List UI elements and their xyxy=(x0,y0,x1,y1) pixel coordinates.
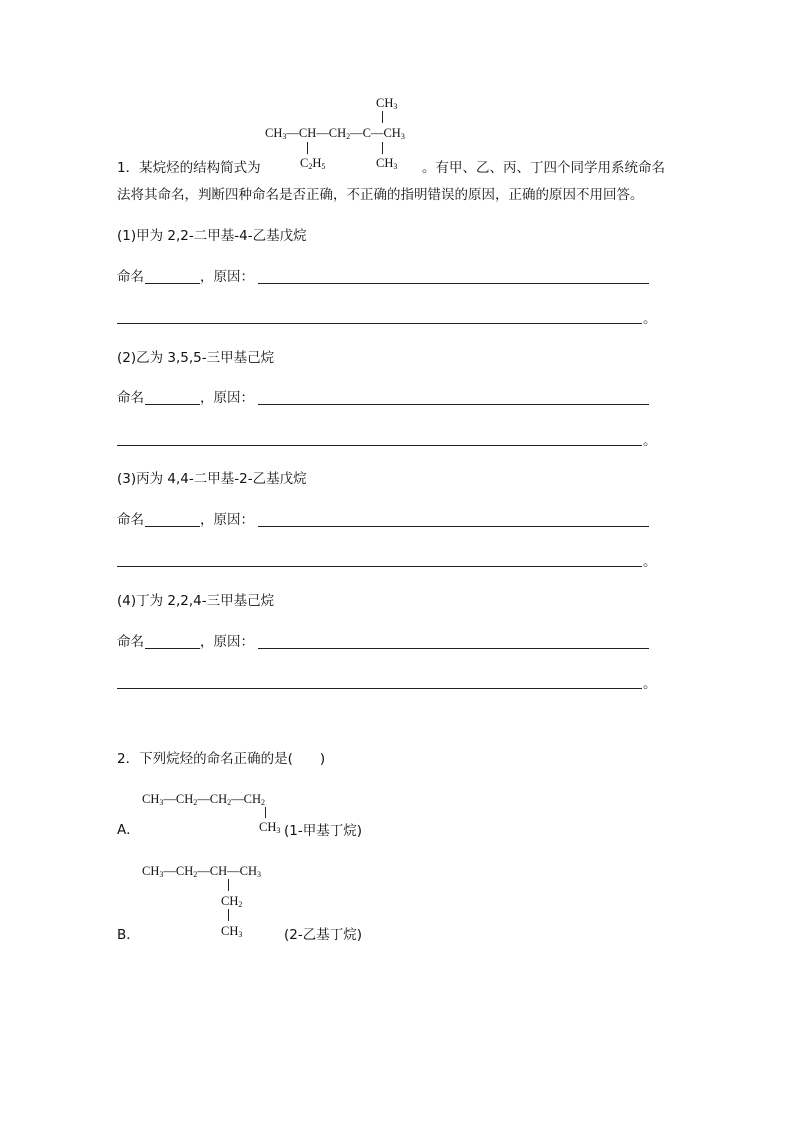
q1-item4-reason-blank[interactable] xyxy=(258,648,649,649)
formula-branch-ch3-bottom: $CH_3$ xyxy=(376,156,398,171)
q2-optB-main-chain: $CH_3—CH_2—CH—CH_3$ xyxy=(142,864,261,879)
q2-optA-main-chain: $CH_3—CH_2—CH_2—CH_2$ xyxy=(142,792,265,807)
q1-item2-label: (2)乙为 3,5,5-三甲基己烷 xyxy=(117,350,275,366)
q1-item4-reason-blank-2[interactable] xyxy=(117,688,642,689)
q2-stem: 2．下列烷烃的命名正确的是( ) xyxy=(117,751,326,767)
q2-optB-branch-2: $CH_3$ xyxy=(221,924,243,939)
formula-branch-c2h5: $C_2H_5$ xyxy=(300,156,326,171)
q1-item1-name-blank[interactable] xyxy=(145,283,200,284)
formula-top-ch3: $CH_3$ xyxy=(376,96,398,111)
q2-optB-bond-2 xyxy=(228,909,229,921)
q1-item4-end: 。 xyxy=(643,676,657,692)
q1-item3-reason-blank[interactable] xyxy=(258,526,649,527)
q2-optB-branch-1: $CH_2$ xyxy=(221,894,243,909)
formula-bond-top xyxy=(382,111,383,123)
q1-item2-reason-prompt: ，原因： xyxy=(200,390,254,406)
q2-optB-name: (2-乙基丁烷) xyxy=(284,927,362,943)
q2-optA-branch: $CH_3$ xyxy=(259,820,281,835)
q1-item2-name-prompt: 命名 xyxy=(117,390,144,406)
q1-item2-name-blank[interactable] xyxy=(145,404,200,405)
q1-item2-end: 。 xyxy=(643,433,657,449)
q1-item4-label: (4)丁为 2,2,4-三甲基己烷 xyxy=(117,593,275,609)
q2-optA-name: (1-甲基丁烷) xyxy=(284,823,362,839)
q1-prefix: 1．某烷烃的结构简式为 xyxy=(117,160,261,176)
q2-optA-bond xyxy=(265,807,266,818)
q1-item1-name-prompt: 命名 xyxy=(117,269,144,285)
formula-bond-bottom-ch3 xyxy=(382,142,383,154)
q1-item1-label: (1)甲为 2,2-二甲基-4-乙基戊烷 xyxy=(117,228,307,244)
q1-item3-label: (3)丙为 4,4-二甲基-2-乙基戊烷 xyxy=(117,471,307,487)
q1-item1-reason-blank[interactable] xyxy=(258,283,649,284)
q1-item3-reason-blank-2[interactable] xyxy=(117,566,642,567)
formula-bond-c2h5 xyxy=(307,142,308,154)
q1-item2-reason-blank[interactable] xyxy=(258,404,649,405)
q1-item1-reason-blank-2[interactable] xyxy=(117,323,642,324)
q1-item4-reason-prompt: ，原因： xyxy=(200,634,254,650)
q2-optA-letter: A． xyxy=(117,822,140,838)
q1-item1-reason-prompt: ，原因： xyxy=(200,269,254,285)
q1-item1-end: 。 xyxy=(643,311,657,327)
q1-item2-reason-blank-2[interactable] xyxy=(117,445,642,446)
q1-line2: 法将其命名，判断四种命名是否正确，不正确的指明错误的原因，正确的原因不用回答。 xyxy=(117,187,644,203)
q1-item4-name-blank[interactable] xyxy=(145,648,200,649)
q1-item4-name-prompt: 命名 xyxy=(117,634,144,650)
q1-item3-reason-prompt: ，原因： xyxy=(200,512,254,528)
q1-item3-end: 。 xyxy=(643,554,657,570)
q2-optB-bond-1 xyxy=(228,879,229,891)
q1-item3-name-blank[interactable] xyxy=(145,526,200,527)
q2-optB-letter: B． xyxy=(117,927,140,943)
q1-item3-name-prompt: 命名 xyxy=(117,512,144,528)
q1-suffix: 。有甲、乙、丙、丁四个同学用系统命名 xyxy=(422,160,665,176)
formula-main-chain: $CH_3—CH—CH_2—C—CH_3$ xyxy=(265,126,405,141)
